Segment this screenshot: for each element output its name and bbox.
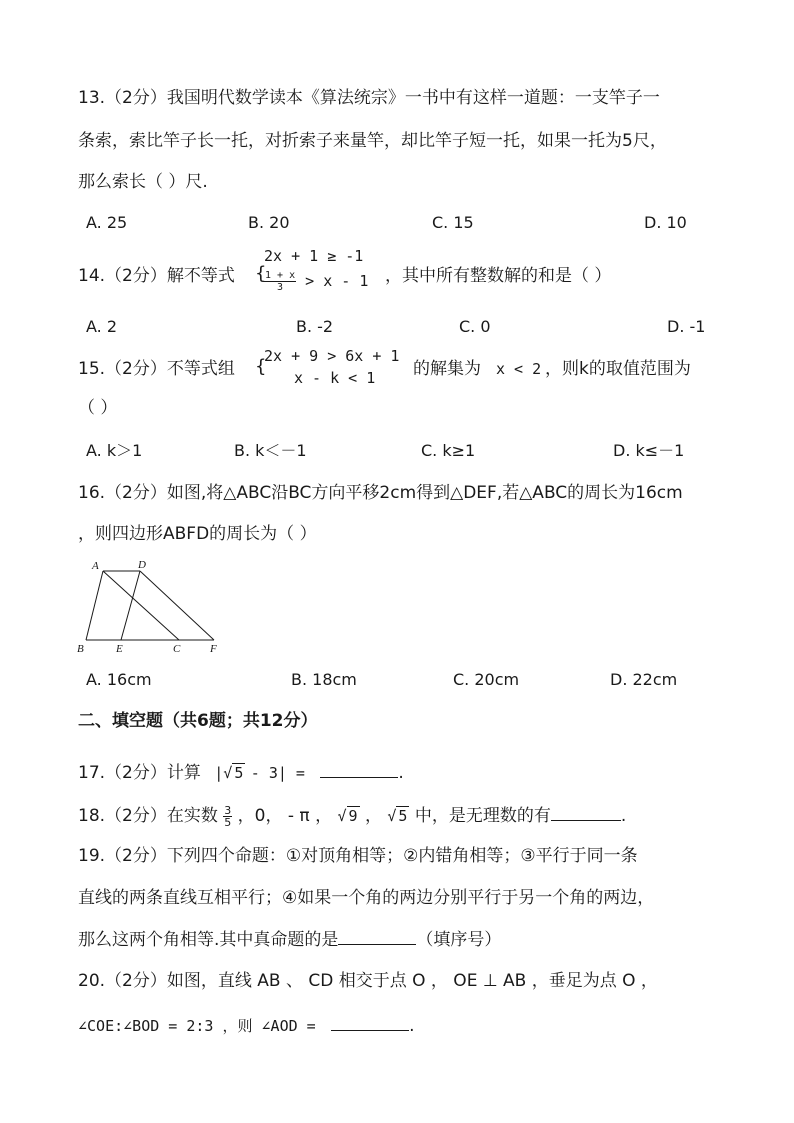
q18-fraction-numerator: 3	[224, 803, 232, 817]
q17-expr-rest: - 3| =	[250, 764, 305, 782]
q13-option-a: A. 25	[86, 213, 128, 232]
q14-option-c: C. 0	[459, 317, 491, 336]
segment-df	[140, 571, 214, 640]
q18-fraction-denominator: 5	[224, 815, 232, 829]
point-label-c: C	[173, 643, 181, 655]
q18-sqrt-9: √ 9	[337, 807, 358, 825]
q15-brace: {	[255, 356, 267, 377]
q13-option-b: B. 20	[248, 213, 290, 232]
q18-radicand-9: 9	[348, 807, 358, 825]
q15-prefix: 15.（2分）不等式组	[78, 359, 235, 379]
q14-option-b: B. -2	[296, 317, 334, 336]
q19-line3	[78, 926, 501, 952]
q15-option-d: D. k≤－1	[613, 441, 685, 460]
q13-line3: 那么索长（ ）尺.	[78, 172, 208, 192]
point-label-e: E	[116, 643, 123, 655]
q19-answer-blank[interactable]	[338, 926, 416, 945]
q16-option-a: A. 16cm	[86, 670, 152, 689]
q15-solution: x < 2	[496, 360, 542, 378]
q14-fraction	[264, 270, 296, 293]
q18-prefix: 18.（2分）在实数	[78, 806, 218, 826]
q14-option-a: A. 2	[86, 317, 118, 336]
q20-line1: 20.（2分）如图，直线 AB 、 CD 相交于点 O ， OE ⊥ AB ，垂足为点 O ，	[78, 971, 658, 991]
point-label-f: F	[210, 643, 217, 655]
q14-system-line2	[264, 270, 368, 293]
q17-radicand: 5	[234, 764, 244, 782]
q15-option-c: C. k≥1	[421, 441, 476, 460]
q17-answer-blank[interactable]	[320, 759, 398, 778]
segment-de	[121, 571, 140, 640]
point-label-d: D	[138, 559, 146, 571]
q19-line2: 直线的两条直线互相平行；④如果一个角的两边分别平行于另一个角的两边，	[78, 888, 655, 908]
q14-option-d: D. -1	[667, 317, 706, 336]
q14-brace: {	[255, 263, 267, 284]
q18-fraction	[223, 805, 232, 828]
q13-option-d: D. 10	[644, 213, 687, 232]
q18-answer-blank[interactable]	[551, 802, 621, 821]
q14-system-line2-rest: > x - 1	[305, 272, 369, 290]
q17-abs-open: |	[214, 764, 224, 782]
q20-line2-prefix: ∠COE:∠BOD = 2:3 ，则 ∠AOD =	[78, 1017, 316, 1035]
q20-end: .	[409, 1016, 415, 1036]
q13-option-c: C. 15	[432, 213, 474, 232]
q14-prefix: 14.（2分）解不等式	[78, 266, 235, 286]
q20-answer-blank[interactable]	[331, 1012, 409, 1031]
q18-sqrt-5: √ 5	[387, 807, 408, 825]
q18-separator: ，	[364, 806, 382, 826]
q17-prefix: 17.（2分）计算	[78, 763, 201, 783]
q16-line1: 16.（2分）如图,将△ABC沿BC方向平移2cm得到△DEF,若△ABC的周长为16cm	[78, 483, 683, 503]
point-label-b: B	[77, 643, 84, 655]
segment-ac	[103, 571, 179, 640]
q15-suffix: ，则k的取值范围为	[545, 359, 691, 379]
q18-end: .	[620, 806, 627, 826]
q18-line	[78, 802, 626, 828]
q16-option-c: C. 20cm	[453, 670, 520, 689]
q14-fraction-numerator: 1 + x	[265, 270, 296, 281]
q17-line	[78, 759, 404, 785]
q15-option-a: A. k＞1	[86, 441, 143, 460]
q20-line2	[78, 1012, 415, 1038]
q14-suffix: ，其中所有整数解的和是（ ）	[385, 266, 612, 286]
q13-line1: 13.（2分）我国明代数学读本《算法统宗》一书中有这样一道题：一支竿子一	[78, 88, 660, 108]
q16-line2: ，则四边形ABFD的周长为（ ）	[78, 524, 317, 544]
q15-system-line1: 2x + 9 > 6x + 1	[264, 347, 400, 365]
q16-option-b: B. 18cm	[291, 670, 357, 689]
q15-option-b: B. k＜－1	[234, 441, 307, 460]
q17-end: .	[398, 763, 404, 783]
q18-suffix: 中，是无理数的有	[414, 806, 551, 826]
q14-system-line1: 2x + 1 ≥ -1	[264, 247, 364, 265]
q15-middle: 的解集为	[413, 359, 481, 379]
section-fill-in-title: 二、填空题（共6题；共12分）	[78, 711, 318, 731]
q17-sqrt: √ 5	[223, 764, 244, 782]
q15-line2: （ ）	[78, 398, 118, 418]
q18-radicand-5: 5	[398, 807, 408, 825]
q16-option-d: D. 22cm	[610, 670, 678, 689]
segment-ab	[86, 571, 103, 640]
q19-line3-suffix: （填序号）	[416, 930, 502, 950]
q14-fraction-denominator: 3	[277, 282, 284, 293]
point-label-a: A	[92, 560, 99, 572]
q16-figure	[76, 556, 226, 656]
q19-line3-prefix: 那么这两个角相等.其中真命题的是	[78, 930, 339, 950]
q19-line1: 19.（2分）下列四个命题：①对顶角相等；②内错角相等；③平行于同一条	[78, 846, 638, 866]
q13-line2: 条索，索比竿子长一托，对折索子来量竿，却比竿子短一托，如果一托为5尺，	[78, 131, 667, 151]
q15-system-line2: x - k < 1	[294, 369, 376, 387]
q18-items: ，0， - π ，	[237, 806, 333, 826]
